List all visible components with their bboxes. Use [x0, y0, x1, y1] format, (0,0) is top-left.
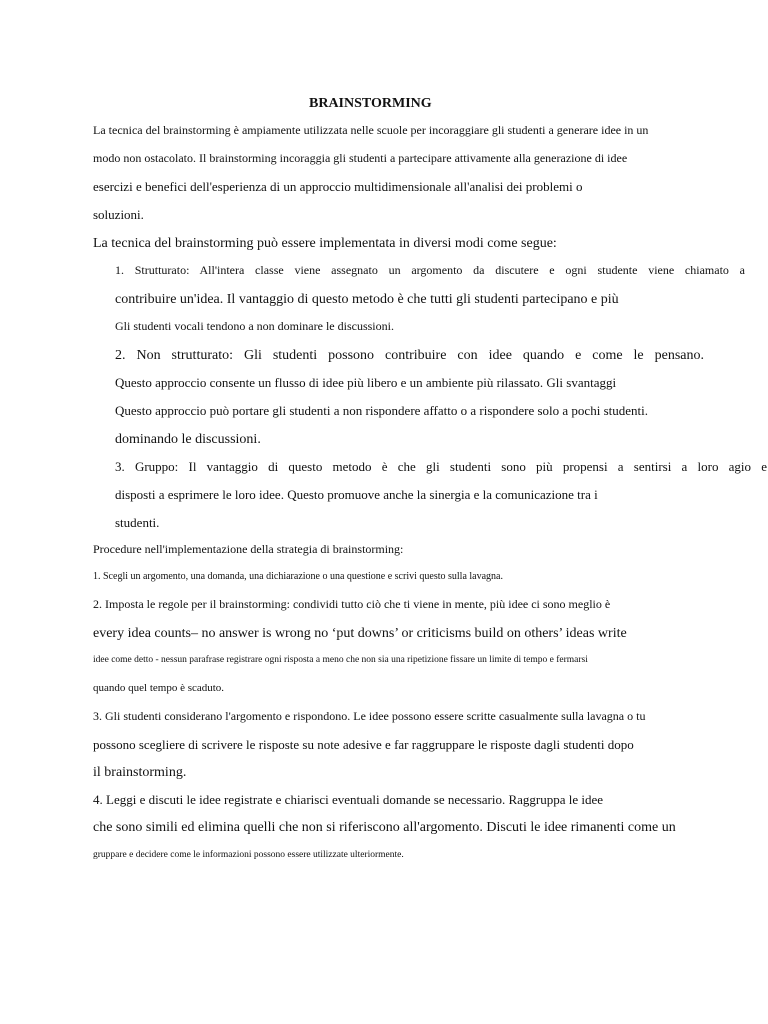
- intro-line-4: soluzioni.: [93, 207, 144, 222]
- procedure-heading: Procedure nell'implementazione della strategia di brainstorming:: [93, 542, 404, 556]
- item2-line-1: 2. Non strutturato: Gli studenti possono contribuire con idee quando e come le pensano.: [115, 348, 704, 363]
- step2-line-1: 2. Imposta le regole per il brainstorming: condividi tutto ciò che ti viene in mente, più idee ci sono meglio è: [93, 597, 611, 611]
- step2-line-3: idee come detto - nessun parafrase registrare ogni risposta a meno che non sia una ripetizione fissare un limite di tempo e fermarsi: [93, 655, 588, 665]
- step1-line: 1. Scegli un argomento, una domanda, una dichiarazione o una questione e scrivi questo sulla lavagna.: [93, 571, 503, 582]
- item1-line-3: Gli studenti vocali tendono a non dominare le discussioni.: [115, 319, 394, 333]
- item3-line-2: disposti a esprimere le loro idee. Questo promuove anche la sinergia e la comunicazione tra i: [115, 487, 598, 502]
- item3-line-1: 3. Gruppo: Il vantaggio di questo metodo è che gli studenti sono più propensi a sentirsi a loro agio e: [115, 459, 767, 474]
- step2-line-4: quando quel tempo è scaduto.: [93, 682, 225, 694]
- intro-line-1: La tecnica del brainstorming è ampiamente utilizzata nelle scuole per incoraggiare gli studenti a generare idee in un: [93, 123, 649, 137]
- item2-line-2: Questo approccio consente un flusso di idee più libero e un ambiente più rilassato. Gli svantaggi: [115, 375, 617, 390]
- intro-line-3: esercizi e benefici dell'esperienza di un approccio multidimensionale all'analisi dei problemi o: [93, 179, 583, 194]
- item2-line-3: Questo approccio può portare gli studenti a non rispondere affatto o a rispondere solo a pochi studenti.: [115, 403, 648, 418]
- step3-line-3: il brainstorming.: [93, 765, 187, 780]
- item1-line-2: contribuire un'idea. Il vantaggio di questo metodo è che tutti gli studenti partecipano e più: [115, 292, 619, 307]
- step4-line-1: 4. Leggi e discuti le idee registrate e chiarisci eventuali domande se necessario. Raggruppa le idee: [93, 792, 604, 807]
- step3-line-2: possono scegliere di scrivere le risposte su note adesive e far raggruppare le risposte dagli studenti dopo: [93, 737, 634, 752]
- item2-line-4: dominando le discussioni.: [115, 432, 261, 447]
- step4-line-2: che sono simili ed elimina quelli che non si riferiscono all'argomento. Discuti le idee rimanenti come un: [93, 820, 676, 835]
- document-title: BRAINSTORMING: [309, 96, 432, 111]
- item3-line-3: studenti.: [115, 515, 160, 530]
- intro-line-2: modo non ostacolato. Il brainstorming incoraggia gli studenti a partecipare attivamente alla generazione di idee: [93, 151, 628, 165]
- step3-line-1: 3. Gli studenti considerano l'argomento e rispondono. Le idee possono essere scritte casualmente sulla lavagna o tu: [93, 709, 646, 723]
- step4-line-3: gruppare e decidere come le informazioni possono essere utilizzate ulteriormente.: [93, 850, 404, 860]
- step2-line-2: every idea counts– no answer is wrong no ‘put downs’ or criticisms build on others’ ideas write: [93, 626, 627, 641]
- item1-line-1: 1. Strutturato: All'intera classe viene assegnato un argomento da discutere e ogni studente viene chiamato a: [115, 263, 745, 277]
- ways-heading: La tecnica del brainstorming può essere implementata in diversi modi come segue:: [93, 236, 557, 251]
